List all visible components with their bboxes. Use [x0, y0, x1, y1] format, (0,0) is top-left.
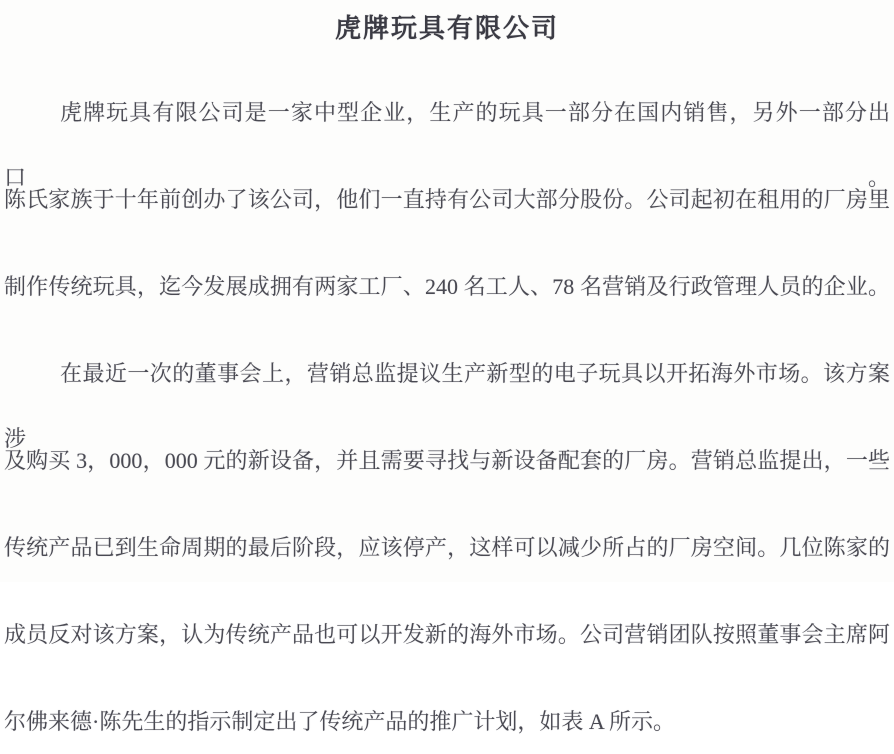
- paragraph-line: 陈氏家族于十年前创办了该公司，他们一直持有公司大部分股份。公司起初在租用的厂房里: [4, 187, 890, 212]
- paragraph-line: 虎牌玩具有限公司是一家中型企业，生产的玩具一部分在国内销售，另外一部分出口。: [4, 100, 890, 190]
- paragraph-line: 尔佛来德·陈先生的指示制定出了传统产品的推广计划，如表 A 所示。: [4, 709, 676, 734]
- document-title: 虎牌玩具有限公司: [334, 14, 559, 43]
- paragraph-line: 制作传统玩具，迄今发展成拥有两家工厂、240 名工人、78 名营销及行政管理人员的企业。: [4, 274, 890, 299]
- paragraph-line: 在最近一次的董事会上，营销总监提议生产新型的电子玩具以开拓海外市场。该方案涉: [4, 361, 890, 451]
- paragraph-line: 传统产品已到生命周期的最后阶段，应该停产，这样可以减少所占的厂房空间。几位陈家的: [4, 535, 890, 560]
- paragraph-line: 及购买 3，000，000 元的新设备，并且需要寻找与新设备配套的厂房。营销总监提出，一些: [4, 448, 890, 473]
- paragraph-line: 成员反对该方案，认为传统产品也可以开发新的海外市场。公司营销团队按照董事会主席阿: [4, 622, 890, 647]
